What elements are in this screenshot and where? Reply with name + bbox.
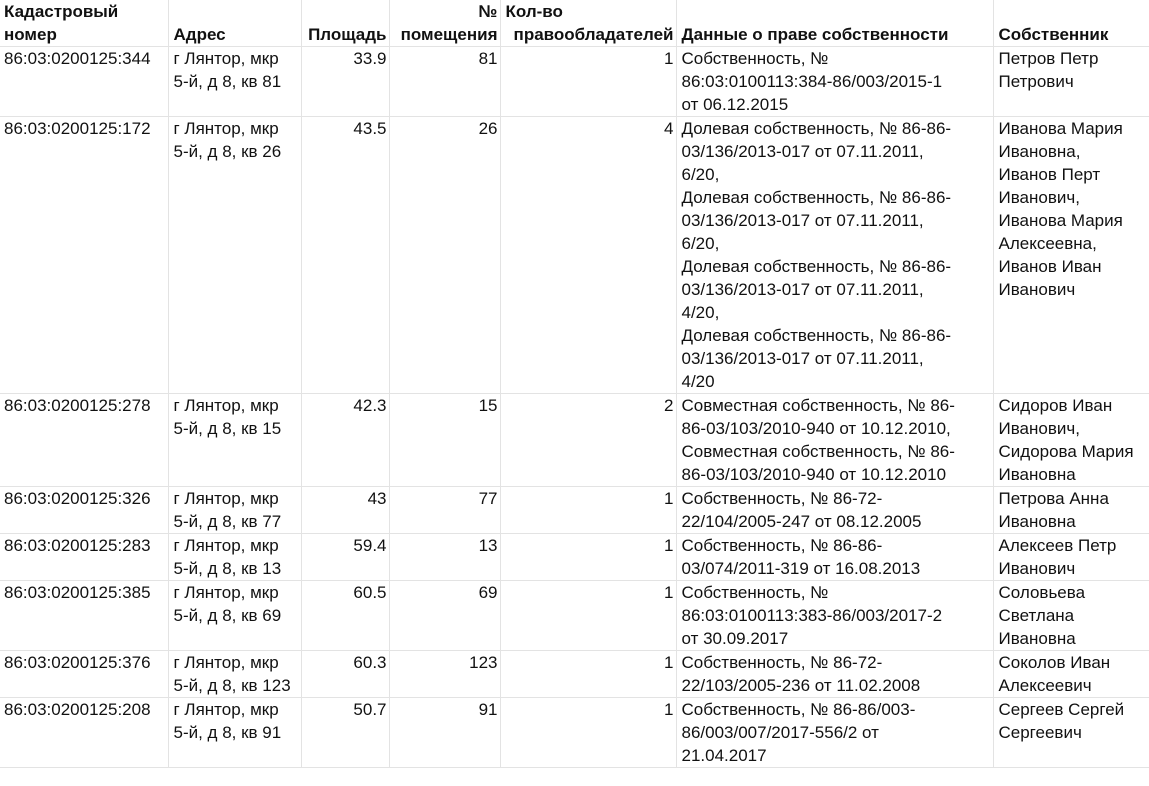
cell-owner-line: Иванова Мария [998, 211, 1123, 230]
cell-owner-line: Петрович [998, 72, 1074, 91]
cell-owner-line: Иванович [998, 280, 1076, 299]
table-row [0, 651, 1149, 698]
cell-ownership-rights[interactable] [676, 47, 993, 117]
cell-ownership-rights-line: 03/136/2013-017 от 07.11.2011, [681, 211, 924, 230]
cell-owner-line: Соловьева [998, 583, 1086, 602]
cell-owner[interactable] [993, 117, 1149, 394]
cell-room-number[interactable]: 26 [389, 117, 500, 394]
cell-owner-line: Сидорова Мария [998, 442, 1134, 461]
cell-address-line: г Лянтор, мкр [173, 119, 279, 138]
cell-ownership-rights-line: Долевая собственность, № 86-86- [681, 119, 952, 138]
cell-ownership-rights-line: 03/074/2011-319 от 16.08.2013 [681, 559, 921, 578]
table-row [0, 117, 1149, 394]
cell-ownership-rights-line: 86-03/103/2010-940 от 10.12.2010, [681, 419, 951, 438]
cell-owner-line: Алексеевич [998, 676, 1092, 695]
cell-cadastral-number[interactable]: 86:03:0200125:172 [0, 117, 168, 394]
cell-ownership-rights-line: Долевая собственность, № 86-86- [681, 257, 952, 276]
cell-owner-line: Соколов Иван [998, 653, 1111, 672]
cell-owner[interactable] [993, 534, 1149, 581]
cell-ownership-rights-line: 86/003/007/2017-556/2 от [681, 723, 879, 742]
cell-ownership-rights[interactable] [676, 394, 993, 487]
cell-ownership-rights-line: Собственность, № [681, 583, 829, 602]
cell-address-line: 5-й, д 8, кв 13 [173, 559, 282, 578]
cell-ownership-rights-line: 4/20, [681, 303, 720, 322]
cell-owner-line: Сергеевич [998, 723, 1082, 742]
cell-ownership-rights-line: 86:03:0100113:384-86/003/2015-1 [681, 72, 943, 91]
cell-address-line: г Лянтор, мкр [173, 583, 279, 602]
cell-ownership-rights[interactable] [676, 581, 993, 651]
header-cadastral-number[interactable]: Кадастровый номер [0, 0, 168, 47]
cell-area[interactable]: 43.5 [301, 117, 389, 394]
cell-address[interactable] [168, 394, 301, 487]
cell-ownership-rights-line: 4/20 [681, 372, 715, 391]
cell-room-number[interactable]: 13 [389, 534, 500, 581]
cell-ownership-rights-line: от 06.12.2015 [681, 95, 789, 114]
table-row [0, 698, 1149, 768]
cell-address-line: г Лянтор, мкр [173, 700, 279, 719]
cell-cadastral-number[interactable]: 86:03:0200125:344 [0, 47, 168, 117]
cell-owner-line: Сергеев Сергей [998, 700, 1125, 719]
cell-owner[interactable] [993, 487, 1149, 534]
cell-ownership-rights[interactable] [676, 117, 993, 394]
cell-room-number[interactable]: 123 [389, 651, 500, 698]
cell-owner[interactable] [993, 581, 1149, 651]
cell-owner-line: Иванович, [998, 419, 1080, 438]
table-row [0, 534, 1149, 581]
cell-owner-line: Иванов Иван [998, 257, 1102, 276]
cell-holders-count[interactable]: 2 [500, 394, 676, 487]
cell-holders-count[interactable]: 1 [500, 534, 676, 581]
cell-cadastral-number[interactable]: 86:03:0200125:376 [0, 651, 168, 698]
cell-owner[interactable] [993, 47, 1149, 117]
cell-ownership-rights-line: 21.04.2017 [681, 746, 767, 765]
cell-ownership-rights-line: 86:03:0100113:383-86/003/2017-2 [681, 606, 943, 625]
cell-ownership-rights-line: Долевая собственность, № 86-86- [681, 188, 952, 207]
cell-ownership-rights-line: 22/103/2005-236 от 11.02.2008 [681, 676, 921, 695]
cell-address-line: 5-й, д 8, кв 91 [173, 723, 282, 742]
header-owner[interactable]: Собственник [993, 0, 1149, 47]
table-body [0, 47, 1149, 768]
cell-ownership-rights-line: 03/136/2013-017 от 07.11.2011, [681, 142, 924, 161]
cell-address-line: 5-й, д 8, кв 15 [173, 419, 282, 438]
cell-room-number[interactable]: 91 [389, 698, 500, 768]
cell-cadastral-number[interactable]: 86:03:0200125:283 [0, 534, 168, 581]
cell-ownership-rights-line: 86-03/103/2010-940 от 10.12.2010 [681, 465, 947, 484]
cell-holders-count[interactable]: 4 [500, 117, 676, 394]
cell-address-line: 5-й, д 8, кв 81 [173, 72, 282, 91]
cell-holders-count[interactable]: 1 [500, 581, 676, 651]
header-area[interactable]: Площадь [301, 0, 389, 47]
table-row [0, 487, 1149, 534]
cell-ownership-rights-line: Долевая собственность, № 86-86- [681, 326, 952, 345]
cell-address-line: 5-й, д 8, кв 77 [173, 512, 282, 531]
cell-address-line: г Лянтор, мкр [173, 653, 279, 672]
cell-address-line: 5-й, д 8, кв 123 [173, 676, 291, 695]
cell-owner-line: Сидоров Иван [998, 396, 1113, 415]
cell-area[interactable]: 42.3 [301, 394, 389, 487]
table-row [0, 47, 1149, 117]
cell-ownership-rights[interactable] [676, 534, 993, 581]
header-ownership-rights[interactable]: Данные о праве собственности [676, 0, 993, 47]
cell-address-line: г Лянтор, мкр [173, 396, 279, 415]
cell-owner-line: Ивановна [998, 629, 1076, 648]
cell-holders-count[interactable]: 1 [500, 698, 676, 768]
cell-address[interactable] [168, 534, 301, 581]
cell-address[interactable] [168, 487, 301, 534]
cell-owner[interactable] [993, 651, 1149, 698]
cell-ownership-rights[interactable] [676, 487, 993, 534]
cell-address-line: г Лянтор, мкр [173, 489, 279, 508]
cell-address-line: 5-й, д 8, кв 26 [173, 142, 282, 161]
cell-owner-line: Иванович [998, 559, 1076, 578]
cell-room-number[interactable]: 69 [389, 581, 500, 651]
cell-ownership-rights-line: Собственность, № 86-72- [681, 653, 883, 672]
cell-owner-line: Алексеевна, [998, 234, 1097, 253]
cell-address[interactable] [168, 651, 301, 698]
cell-ownership-rights-line: 03/136/2013-017 от 07.11.2011, [681, 280, 924, 299]
header-row [0, 0, 1149, 47]
cell-owner-line: Светлана [998, 606, 1075, 625]
cell-address[interactable] [168, 581, 301, 651]
cell-ownership-rights-line: Собственность, № [681, 49, 829, 68]
cell-ownership-rights-line: Собственность, № 86-72- [681, 489, 883, 508]
cell-ownership-rights-line: 6/20, [681, 165, 720, 184]
header-holders-count[interactable]: Кол-во правообладателей [500, 0, 676, 47]
cell-owner-line: Петрова Анна [998, 489, 1109, 508]
cell-owner-line: Ивановна [998, 465, 1076, 484]
cell-ownership-rights-line: Совместная собственность, № 86- [681, 442, 955, 461]
cell-owner-line: Петров Петр [998, 49, 1099, 68]
header-address[interactable]: Адрес [168, 0, 301, 47]
cell-cadastral-number[interactable]: 86:03:0200125:385 [0, 581, 168, 651]
cell-owner-line: Иванова Мария [998, 119, 1123, 138]
cell-ownership-rights-line: 03/136/2013-017 от 07.11.2011, [681, 349, 924, 368]
cell-address[interactable] [168, 117, 301, 394]
cell-owner[interactable] [993, 394, 1149, 487]
cell-ownership-rights-line: Собственность, № 86-86- [681, 536, 883, 555]
cell-holders-count[interactable]: 1 [500, 487, 676, 534]
cell-ownership-rights-line: от 30.09.2017 [681, 629, 789, 648]
cell-ownership-rights[interactable] [676, 651, 993, 698]
cell-ownership-rights-line: 22/104/2005-247 от 08.12.2005 [681, 512, 922, 531]
cell-holders-count[interactable]: 1 [500, 651, 676, 698]
cell-owner[interactable] [993, 698, 1149, 768]
cell-owner-line: Ивановна, [998, 142, 1081, 161]
table-row [0, 581, 1149, 651]
cell-address-line: г Лянтор, мкр [173, 536, 279, 555]
cell-owner-line: Алексеев Петр [998, 536, 1117, 555]
cell-address-line: 5-й, д 8, кв 69 [173, 606, 282, 625]
cell-owner-line: Ивановна [998, 512, 1076, 531]
cell-room-number[interactable]: 77 [389, 487, 500, 534]
table-row [0, 394, 1149, 487]
cell-area[interactable]: 33.9 [301, 47, 389, 117]
cell-cadastral-number[interactable]: 86:03:0200125:326 [0, 487, 168, 534]
cell-area[interactable]: 43 [301, 487, 389, 534]
cell-owner-line: Иванов Перт [998, 165, 1101, 184]
cell-cadastral-number[interactable]: 86:03:0200125:208 [0, 698, 168, 768]
cell-area[interactable]: 60.3 [301, 651, 389, 698]
cell-ownership-rights-line: Собственность, № 86-86/003- [681, 700, 916, 719]
cell-room-number[interactable]: 81 [389, 47, 500, 117]
cell-ownership-rights[interactable] [676, 698, 993, 768]
cell-address[interactable] [168, 698, 301, 768]
cell-area[interactable]: 59.4 [301, 534, 389, 581]
cell-room-number[interactable]: 15 [389, 394, 500, 487]
cell-ownership-rights-line: 6/20, [681, 234, 720, 253]
cell-address-line: г Лянтор, мкр [173, 49, 279, 68]
cell-owner-line: Иванович, [998, 188, 1080, 207]
cell-area[interactable]: 50.7 [301, 698, 389, 768]
header-room-number[interactable]: № помещения [389, 0, 500, 47]
cell-address[interactable] [168, 47, 301, 117]
cell-cadastral-number[interactable]: 86:03:0200125:278 [0, 394, 168, 487]
cell-area[interactable]: 60.5 [301, 581, 389, 651]
cell-ownership-rights-line: Совместная собственность, № 86- [681, 396, 955, 415]
cell-holders-count[interactable]: 1 [500, 47, 676, 117]
